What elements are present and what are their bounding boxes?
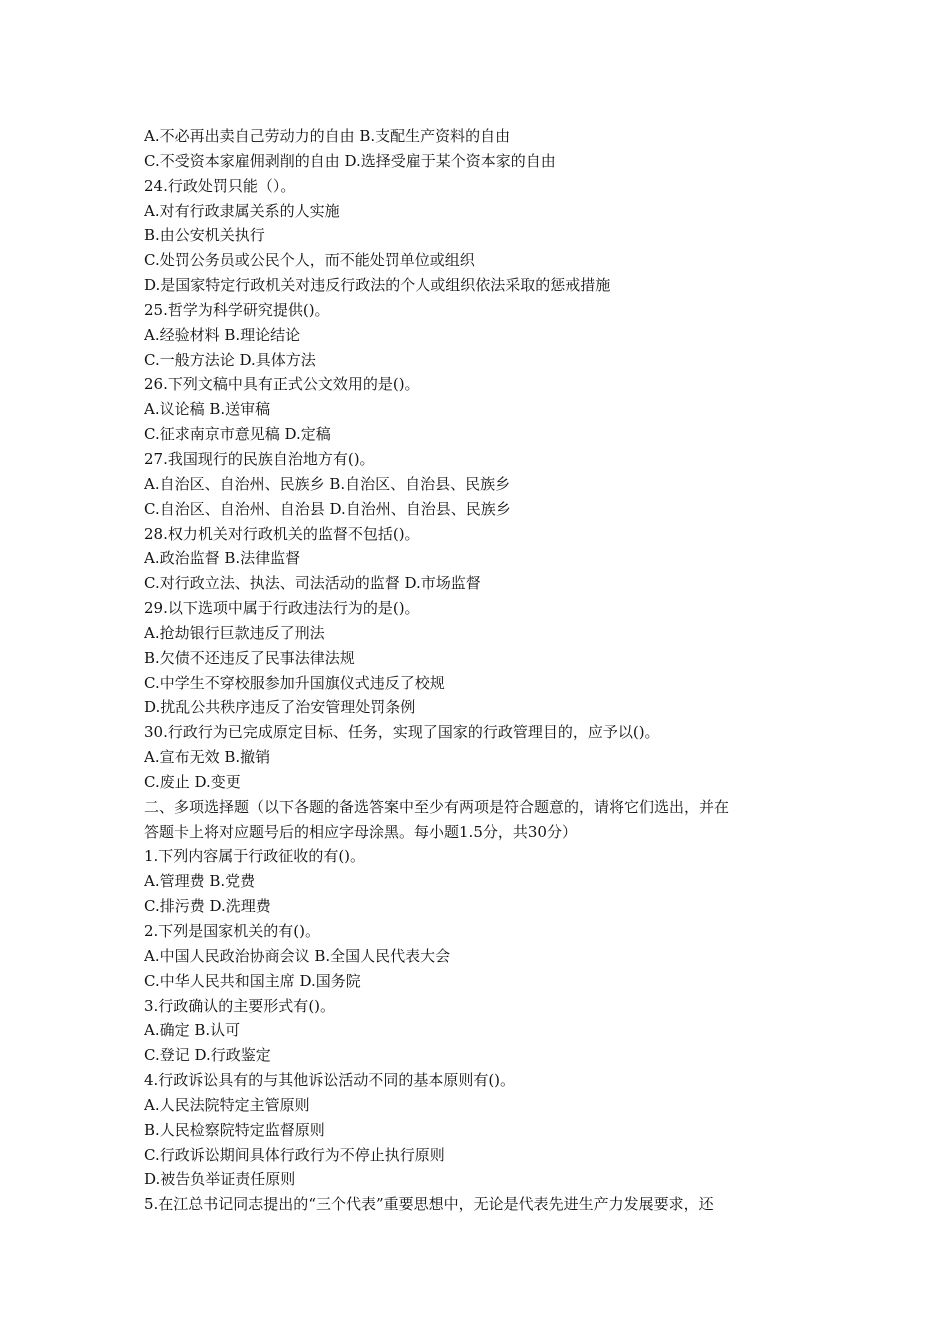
option-line: D.是国家特定行政机关对违反行政法的个人或组织依法采取的惩戒措施 [144,276,611,295]
option-line: C.对行政立法、执法、司法活动的监督 D.市场监督 [144,574,481,593]
text-line: A.不必再出卖自己劳动力的自由 B.支配生产资料的自由 [144,127,511,145]
option-line: C.一般方法论 D.具体方法 [144,350,316,369]
question-26: 26.下列文稿中具有正式公文效用的是()。 [144,375,420,394]
option-line: A.对有行政隶属关系的人实施 [144,201,340,220]
document-body [144,124,816,1217]
question-24: 24.行政处罚只能（）。 [144,176,296,195]
option-line: C.自治区、自治州、自治县 D.自治州、自治县、民族乡 [144,499,511,518]
option-line: C.登记 D.行政鉴定 [144,1046,271,1065]
question-m3: 3.行政确认的主要形式有()。 [144,996,336,1015]
option-line: C.行政诉讼期间具体行政行为不停止执行原则 [144,1145,445,1164]
option-line: A.人民法院特定主管原则 [144,1095,310,1114]
question-m1: 1.下列内容属于行政征收的有()。 [144,847,366,866]
question-27: 27.我国现行的民族自治地方有()。 [144,449,375,468]
option-line: A.经验材料 B.理论结论 [144,325,301,344]
question-25: 25.哲学为科学研究提供()。 [144,300,330,319]
option-line: A.议论稿 B.送审稿 [144,400,271,419]
option-line: A.自治区、自治州、民族乡 B.自治区、自治县、民族乡 [144,474,511,493]
option-line: A.宣布无效 B.撤销 [144,748,271,767]
option-line: B.由公安机关执行 [144,226,265,245]
section-heading-cont: 答题卡上将对应题号后的相应字母涂黑。每小题1.5分，共30分） [144,822,577,841]
option-line: A.管理费 B.党费 [144,872,256,891]
option-line: B.人民检察院特定监督原则 [144,1120,325,1139]
option-line: C.征求南京市意见稿 D.定稿 [144,425,331,444]
option-line: C.中华人民共和国主席 D.国务院 [144,971,361,990]
option-line: A.抢劫银行巨款违反了刑法 [144,623,325,642]
option-line: C.废止 D.变更 [144,772,241,791]
option-line: C.排污费 D.洗理费 [144,897,271,916]
question-m2: 2.下列是国家机关的有()。 [144,922,321,940]
option-line: B.欠债不还违反了民事法律法规 [144,648,355,667]
section-heading: 二、多项选择题（以下各题的备选答案中至少有两项是符合题意的，请将它们选出，并在 [144,797,730,816]
option-line: A.中国人民政治协商会议 B.全国人民代表大会 [144,946,451,965]
question-29: 29.以下选项中属于行政违法行为的是()。 [144,599,420,618]
question-m4: 4.行政诉讼具有的与其他诉讼活动不同的基本原则有()。 [144,1071,516,1090]
question-30: 30.行政行为已完成原定目标、任务，实现了国家的行政管理目的，应予以()。 [144,723,660,742]
option-line: D.扰乱公共秩序违反了治安管理处罚条例 [144,698,416,717]
option-line: D.被告负举证责任原则 [144,1170,296,1189]
text-line: C.不受资本家雇佣剥削的自由 D.选择受雇于某个资本家的自由 [144,151,556,170]
question-m5: 5.在江总书记同志提出的“三个代表”重要思想中，无论是代表先进生产力发展要求，还 [144,1195,714,1214]
option-line: A.确定 B.认可 [144,1021,241,1040]
option-line: C.处罚公务员或公民个人，而不能处罚单位或组织 [144,251,475,270]
option-line: A.政治监督 B.法律监督 [144,549,301,568]
question-28: 28.权力机关对行政机关的监督不包括()。 [144,524,420,543]
option-line: C.中学生不穿校服参加升国旗仪式违反了校规 [144,673,445,692]
